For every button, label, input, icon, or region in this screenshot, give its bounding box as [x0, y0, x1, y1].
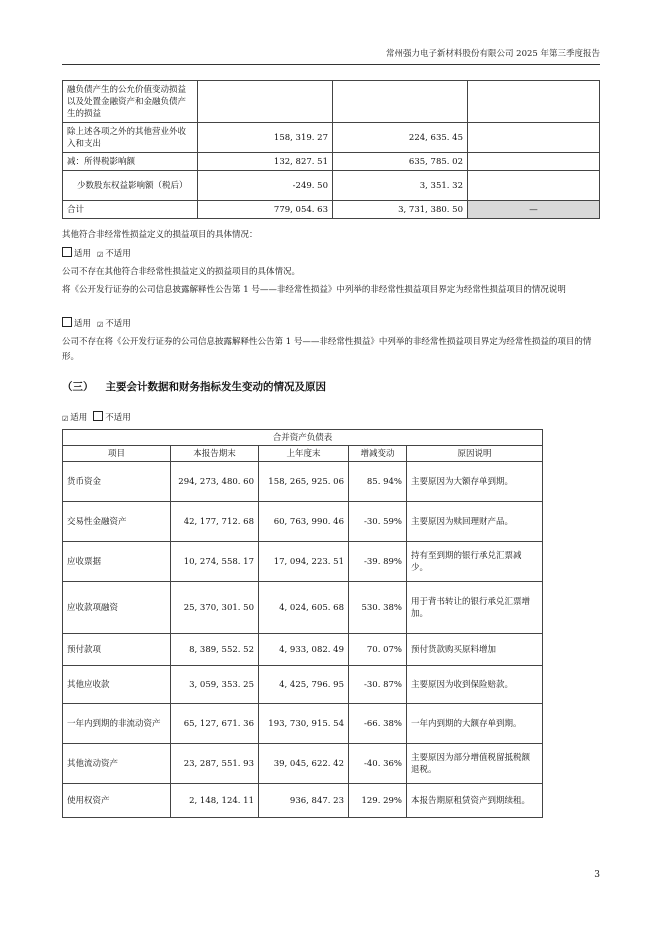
table-row [63, 784, 543, 818]
value-cell [333, 81, 468, 123]
column-header: 原因说明 [407, 446, 543, 462]
row-label: 融负债产生的公允价值变动损益以及处置金融资产和金融负债产生的损益 [63, 81, 198, 123]
change-cell: 85. 94% [349, 462, 407, 502]
table-header-row [63, 446, 543, 462]
current-period-cell: 3, 059, 353. 25 [171, 666, 259, 704]
report-header-title: 常州强力电子新材料股份有限公司 2025 年第三季度报告 [385, 49, 600, 59]
value-cell: 779, 054. 63 [198, 201, 333, 219]
column-header: 上年度末 [259, 446, 349, 462]
checked-box-icon: ☑ [97, 251, 104, 259]
table-row [63, 542, 543, 582]
current-period-cell: 42, 177, 712. 68 [171, 502, 259, 542]
reason-cell: 预付货款购买原料增加 [407, 634, 543, 666]
reason-cell: 主要原因为部分增值税留抵税额退税。 [407, 744, 543, 784]
change-cell: 70. 07% [349, 634, 407, 666]
applicability-check-3: ☑ 适用 不适用 [62, 413, 131, 423]
table-row [63, 744, 543, 784]
section-heading [62, 379, 326, 394]
checked-box-icon: ☑ [97, 321, 104, 329]
section-title: 主要会计数据和财务指标发生变动的情况及原因 [105, 381, 326, 393]
column-header: 项目 [63, 446, 171, 462]
prior-year-cell: 4, 024, 605. 68 [259, 582, 349, 634]
row-label: 减：所得税影响额 [63, 153, 198, 171]
table-row [63, 462, 543, 502]
reason-cell: 用于背书转让的银行承兑汇票增加。 [407, 582, 543, 634]
reason-cell: 主要原因为赎回理财产品。 [407, 502, 543, 542]
value-cell: — [468, 201, 600, 219]
reason-cell: 主要原因为大额存单到期。 [407, 462, 543, 502]
table-caption-row [63, 430, 543, 446]
value-cell [198, 81, 333, 123]
unchecked-box-icon [62, 317, 72, 327]
item-cell: 一年内到期的非流动资产 [63, 704, 171, 744]
prior-year-cell: 158, 265, 925. 06 [259, 462, 349, 502]
change-cell: -39. 89% [349, 542, 407, 582]
table-row [63, 201, 600, 219]
value-cell: 3, 731, 380. 50 [333, 201, 468, 219]
value-cell [468, 123, 600, 153]
value-cell: 635, 785. 02 [333, 153, 468, 171]
item-cell: 使用权资产 [63, 784, 171, 818]
value-cell: -249. 50 [198, 171, 333, 201]
current-period-cell: 8, 389, 552. 52 [171, 634, 259, 666]
prior-year-cell: 4, 933, 082. 49 [259, 634, 349, 666]
prior-year-cell: 39, 045, 622. 42 [259, 744, 349, 784]
non-recurring-items-table [62, 80, 600, 219]
item-cell: 预付款项 [63, 634, 171, 666]
prior-year-cell: 936, 847. 23 [259, 784, 349, 818]
table-row [63, 704, 543, 744]
row-label: 除上述各项之外的其他营业外收入和支出 [63, 123, 198, 153]
header-divider [62, 64, 600, 65]
item-cell: 应收票据 [63, 542, 171, 582]
prior-year-cell: 17, 094, 223. 51 [259, 542, 349, 582]
value-cell: 224, 635. 45 [333, 123, 468, 153]
reason-cell: 持有至到期的银行承兑汇票减少。 [407, 542, 543, 582]
item-cell: 其他流动资产 [63, 744, 171, 784]
current-period-cell: 2, 148, 124. 11 [171, 784, 259, 818]
table-row [63, 502, 543, 542]
table-row [63, 666, 543, 704]
reason-cell: 一年内到期的大额存单到期。 [407, 704, 543, 744]
paragraph-other-items: 其他符合非经常性损益定义的损益项目的具体情况： [62, 230, 258, 240]
change-cell: -30. 87% [349, 666, 407, 704]
prior-year-cell: 193, 730, 915. 54 [259, 704, 349, 744]
item-cell: 应收款项融资 [63, 582, 171, 634]
applicability-check-1: 适用 ☑ 不适用 [62, 247, 131, 259]
reason-cell: 本报告期原租赁资产到期续租。 [407, 784, 543, 818]
table-row [63, 634, 543, 666]
current-period-cell: 23, 287, 551. 93 [171, 744, 259, 784]
change-cell: 129. 29% [349, 784, 407, 818]
paragraph-no-other-items: 公司不存在其他符合非经常性损益定义的损益项目的具体情况。 [62, 267, 301, 277]
current-period-cell: 10, 274, 558. 17 [171, 542, 259, 582]
change-cell: -40. 36% [349, 744, 407, 784]
balance-sheet-changes-table [62, 429, 543, 818]
column-header: 增减变动 [349, 446, 407, 462]
checked-box-icon: ☑ [62, 415, 69, 423]
current-period-cell: 65, 127, 671. 36 [171, 704, 259, 744]
change-cell: 530. 38% [349, 582, 407, 634]
row-label: 合计 [63, 201, 198, 219]
table-row [63, 123, 600, 153]
column-header: 本报告期末 [171, 446, 259, 462]
item-cell: 其他应收款 [63, 666, 171, 704]
current-period-cell: 25, 370, 301. 50 [171, 582, 259, 634]
value-cell: 158, 319. 27 [198, 123, 333, 153]
table-row [63, 171, 600, 201]
change-cell: -66. 38% [349, 704, 407, 744]
reason-cell: 主要原因为收到保险赔款。 [407, 666, 543, 704]
value-cell: 3, 351. 32 [333, 171, 468, 201]
value-cell [468, 81, 600, 123]
table-row [63, 582, 543, 634]
value-cell: 132, 827. 51 [198, 153, 333, 171]
row-label: 少数股东权益影响额（税后） [63, 171, 198, 201]
prior-year-cell: 60, 763, 990. 46 [259, 502, 349, 542]
table-row [63, 81, 600, 123]
section-number: （三） [62, 381, 94, 393]
item-cell: 交易性金融资产 [63, 502, 171, 542]
page-number: 3 [594, 870, 600, 880]
value-cell [468, 153, 600, 171]
paragraph-reclassification: 将《公开发行证券的公司信息披露解释性公告第 1 号——非经常性损益》中列举的非经常性损益项目界定为经常性损益项目的情况说明 [62, 285, 566, 295]
applicability-check-2: 适用 ☑ 不适用 [62, 317, 131, 329]
table-caption: 合并资产负债表 [63, 430, 543, 446]
prior-year-cell: 4, 425, 796. 95 [259, 666, 349, 704]
current-period-cell: 294, 273, 480. 60 [171, 462, 259, 502]
unchecked-box-icon [62, 247, 72, 257]
change-cell: -30. 59% [349, 502, 407, 542]
paragraph-no-reclassification: 公司不存在将《公开发行证券的公司信息披露解释性公告第 1 号——非经常性损益》中列举的非经常性损益项目界定为经常性损益的项目的情形。 [62, 337, 592, 362]
table-row [63, 153, 600, 171]
value-cell [468, 171, 600, 201]
item-cell: 货币资金 [63, 462, 171, 502]
unchecked-box-icon [93, 411, 103, 421]
